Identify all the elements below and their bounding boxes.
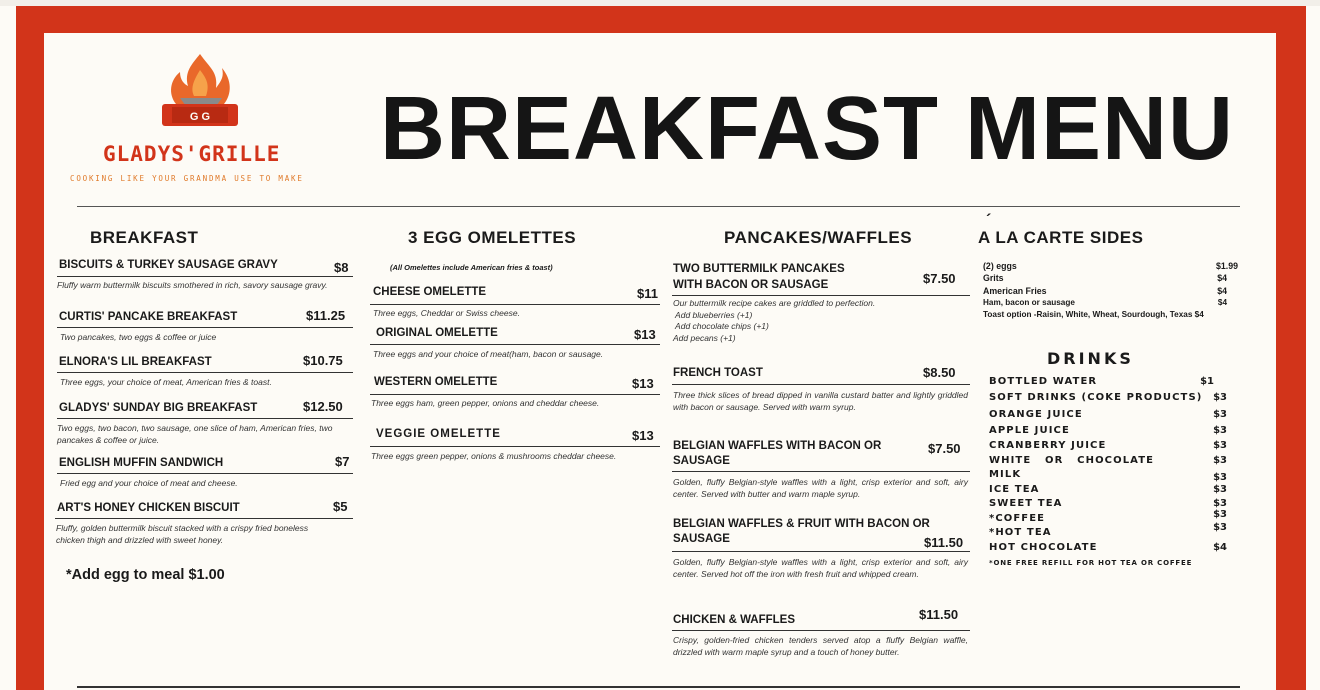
side-name: Grits [983,273,1004,283]
item-price: $7.50 [928,441,961,456]
section-heading-breakfast: BREAKFAST [90,228,199,247]
drink-name: WHITE OR CHOCOLATE [989,455,1155,466]
side-price: $1.99 [1215,261,1238,271]
item-description: Three eggs ham, green pepper, onions and cheddar cheese. [371,398,600,408]
drink-name: SOFT DRINKS (COKE PRODUCTS) [989,392,1203,403]
drink-price: $3 [1213,409,1227,420]
item-underline [370,394,660,395]
restaurant-name: GLADYS'GRILLE [103,142,281,166]
drink-item [989,541,1227,554]
item-description [673,298,968,344]
item-description: Fluffy, golden buttermilk biscuit stacked with a crispy fried boneless chicken thigh and drizzled with sweet honey. [56,523,309,545]
item-description: Three eggs and your choice of meat(ham, bacon or sausage. [373,349,604,359]
desc-line: Add blueberries (+1) [673,309,753,320]
item-name: CURTIS' PANCAKE BREAKFAST [59,311,238,323]
item-price: $11.50 [924,535,964,550]
side-price: $4 [1217,273,1227,283]
drink-item [989,483,1227,496]
drink-name: HOT CHOCOLATE [989,542,1098,553]
item-underline [672,471,970,472]
item-price: $13 [632,376,654,391]
item-description: Crispy, golden-fried chicken tenders served atop a fluffy Belgian waffle, drizzled with warm maple syrup and a touch of honey butter. [673,635,968,657]
drink-name: ICE TEA [989,484,1040,495]
toast-option: Toast option -Raisin, White, Wheat, Sourdough, Texas $4 [983,310,1204,319]
side-item [983,272,1239,284]
header-divider [77,206,1240,207]
side-price: $4 [1217,298,1227,307]
section-heading-pancakes: PANCAKES/WAFFLES [724,228,913,247]
restaurant-tagline: COOKING LIKE YOUR GRANDMA USE TO MAKE [70,174,304,183]
item-price: $12.50 [303,399,343,414]
item-description: Three eggs green pepper, onions & mushrooms cheddar cheese. [371,451,617,461]
drink-name: *COFFEE [989,513,1046,524]
item-underline [57,418,353,419]
item-underline [672,384,970,385]
item-price: $11 [637,286,658,301]
item-name: BISCUITS & TURKEY SAUSAGE GRAVY [59,259,278,271]
item-name: ART'S HONEY CHICKEN BISCUIT [57,502,240,514]
item-price: $13 [632,428,654,443]
drink-item [989,468,1227,481]
section-heading-sides: A LA CARTE SIDES [978,228,1144,247]
drink-price: $3 [1213,509,1227,520]
item-description: Two eggs, two bacon, two sausage, one slice of ham, American fries, two pancakes & coffee or juice. [57,423,333,445]
drink-item [989,497,1227,510]
section-heading-omelettes: 3 EGG OMELETTES [408,228,577,247]
item-name: WESTERN OMELETTE [374,376,498,388]
item-price: $13 [634,327,656,342]
item-description: Three eggs, Cheddar or Swiss cheese. [373,308,520,318]
item-price: $7.50 [923,271,956,286]
item-name: CHICKEN & WAFFLES [673,614,796,626]
side-name: Ham, bacon or sausage [983,298,1075,307]
item-underline [55,518,353,519]
drink-price: $4 [1213,542,1227,553]
item-name-line2: SAUSAGE [673,533,730,545]
item-underline [57,276,353,277]
drink-name: MILK [989,469,1022,480]
desc-line: Add chocolate chips (+1) [673,321,769,331]
drink-price: $1 [1200,376,1214,387]
item-underline [672,551,970,552]
item-description: Golden, fluffy Belgian-style waffles with a light, crisp exterior and soft, airy center. Served with butter and warm maple syrup. [673,477,968,499]
item-price: $8 [334,260,349,275]
item-name-line2: WITH BACON OR SAUSAGE [673,279,829,291]
item-description: Golden, fluffy Belgian-style waffles with a light, crisp exterior and soft, airy center. Served hot off the iron with fresh fruit and whipped cream. [673,557,968,579]
item-name: ENGLISH MUFFIN SANDWICH [59,457,224,469]
drink-item [989,375,1227,388]
omelettes-note: (All Omelettes include American fries & toast) [390,263,553,272]
side-item [983,285,1239,297]
item-name: CHEESE OMELETTE [373,286,487,298]
side-name: (2) eggs [983,261,1017,271]
drink-name: SWEET TEA [989,498,1063,509]
desc-line: Our buttermilk recipe cakes are griddled to perfection. [673,298,876,308]
add-egg-note: *Add egg to meal $1.00 [66,567,225,583]
drink-name: ORANGE JUICE [989,409,1083,420]
item-description: Two pancakes, two eggs & coffee or juice [60,332,217,342]
drink-name: APPLE JUICE [989,425,1070,436]
drink-price: $3 [1213,425,1227,436]
drink-item [989,424,1227,437]
drink-item [989,439,1227,452]
item-price: $7 [335,454,350,469]
item-description: Three eggs, your choice of meat, American fries & toast. [60,377,272,387]
item-underline [370,446,660,447]
flame-grill-icon [158,50,242,132]
item-description: Fried egg and your choice of meat and cheese. [60,478,238,488]
item-name: GLADYS' SUNDAY BIG BREAKFAST [59,402,258,414]
heading-accent: ´ [986,212,992,229]
side-item [983,297,1239,309]
drink-item [989,408,1227,421]
desc-line: Add pecans (+1) [673,332,736,343]
item-underline [57,473,353,474]
item-name: FRENCH TOAST [673,367,763,379]
item-name: VEGGIE OMELETTE [376,428,501,440]
item-underline [57,372,353,373]
footer-divider [77,686,1240,688]
drink-name: CRANBERRY JUICE [989,440,1107,451]
side-name: American Fries [983,286,1047,296]
drink-name: *HOT TEA [989,527,1052,538]
drink-price: $3 [1213,392,1227,403]
item-name: ORIGINAL OMELETTE [376,327,498,339]
logo-badge-text: G G [189,111,211,123]
menu-title: BREAKFAST MENU [380,79,1235,179]
drink-item [989,391,1227,404]
item-name: ELNORA'S LIL BREAKFAST [59,356,212,368]
item-price: $5 [333,499,348,514]
section-heading-drinks: DRINKS [1047,349,1134,368]
item-underline [672,295,970,296]
item-description: Three thick slices of bread dipped in vanilla custard batter and lightly griddled with bacon or sausage. Served with warm syrup. [673,390,968,412]
drink-item [989,509,1227,525]
drink-price: $3 [1213,498,1227,509]
restaurant-logo [60,50,340,190]
side-item [983,260,1239,272]
drink-item [989,522,1227,539]
drink-price: $3 [1213,522,1227,533]
side-price: $4 [1217,286,1227,296]
item-price: $11.25 [306,308,346,323]
drink-price: $3 [1213,472,1227,483]
item-name-line1: TWO BUTTERMILK PANCAKES [673,263,845,275]
item-description: Fluffy warm buttermilk biscuits smothered in rich, savory sausage gravy. [57,280,328,290]
drink-name: BOTTLED WATER [989,376,1098,387]
item-price: $8.50 [923,365,956,380]
drink-price: $3 [1213,484,1227,495]
item-underline [57,327,353,328]
item-underline [370,344,660,345]
item-name-line2: SAUSAGE [673,455,730,467]
item-price: $11.50 [919,607,959,622]
item-name-line1: BELGIAN WAFFLES WITH BACON OR [673,440,882,452]
drink-price: $3 [1213,440,1227,451]
drink-item [989,454,1227,467]
item-underline [370,304,660,305]
item-underline [672,630,970,631]
item-price: $10.75 [303,353,343,368]
drink-price: $3 [1213,455,1227,466]
item-name-line1: BELGIAN WAFFLES & FRUIT WITH BACON OR [673,518,930,530]
refill-note: *ONE FREE REFILL FOR HOT TEA OR COFFEE [989,559,1193,567]
